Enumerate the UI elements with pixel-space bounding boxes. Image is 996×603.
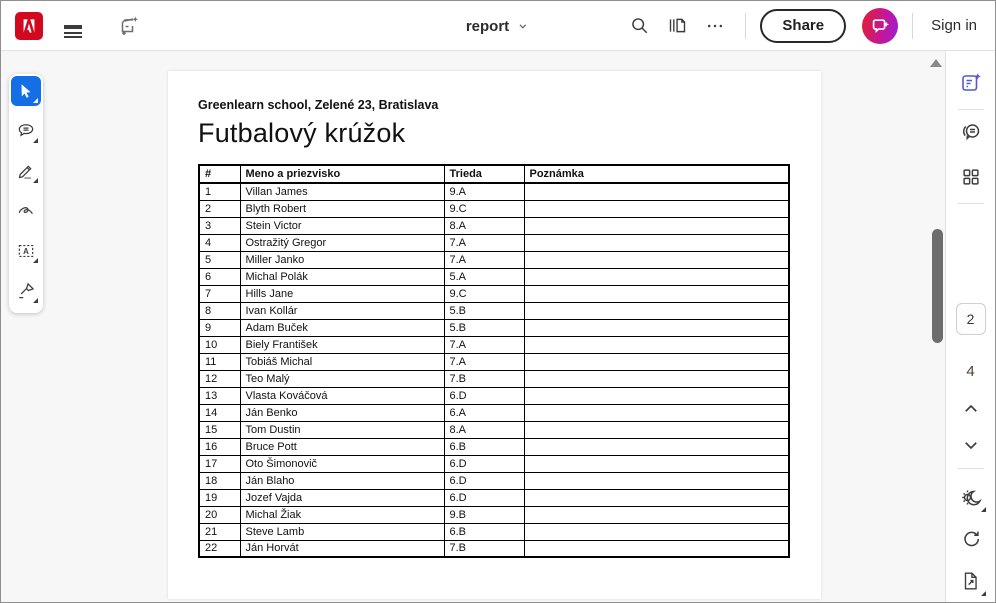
table-row <box>199 268 789 285</box>
divider <box>958 109 984 110</box>
table-cell: Villan James <box>240 183 444 200</box>
table-header-row <box>199 165 789 183</box>
table-cell: 18 <box>199 472 240 489</box>
fill-sign-tool[interactable] <box>11 276 41 306</box>
table-cell: Tobiáš Michal <box>240 353 444 370</box>
table-cell: Vlasta Kováčová <box>240 387 444 404</box>
table-cell: Ivan Kollár <box>240 302 444 319</box>
table-cell: 20 <box>199 506 240 523</box>
pdf-document-title: Futbalový krúžok <box>198 118 406 148</box>
table-cell: Jozef Vajda <box>240 489 444 506</box>
table-cell: 2 <box>199 200 240 217</box>
table-cell <box>524 370 789 387</box>
table-cell: Bruce Pott <box>240 438 444 455</box>
table-cell <box>524 336 789 353</box>
table-cell: 6.B <box>444 438 524 455</box>
table-cell: 6.D <box>444 472 524 489</box>
table-cell: Ján Blaho <box>240 472 444 489</box>
sign-in-button[interactable]: Sign in <box>927 17 981 34</box>
school-address-line: Greenlearn school, Zelené 23, Bratislava <box>198 98 439 112</box>
chevron-down-icon <box>516 19 530 33</box>
table-cell <box>524 268 789 285</box>
rotate-icon[interactable] <box>955 523 987 555</box>
table-cell: 17 <box>199 455 240 472</box>
search-icon[interactable] <box>623 10 655 42</box>
table-cell: 9.C <box>444 285 524 302</box>
table-cell: Teo Malý <box>240 370 444 387</box>
table-row <box>199 489 789 506</box>
table-cell: 7.B <box>444 370 524 387</box>
table-cell: 7.B <box>444 540 524 557</box>
table-row <box>199 285 789 302</box>
comment-tool[interactable] <box>11 116 41 146</box>
table-cell: 6.B <box>444 523 524 540</box>
table-cell: Ján Benko <box>240 404 444 421</box>
table-cell <box>524 489 789 506</box>
table-header-cell: Trieda <box>444 165 524 183</box>
page-view-icon[interactable] <box>661 10 693 42</box>
share-button[interactable]: Share <box>760 9 846 43</box>
table-cell: 6 <box>199 268 240 285</box>
create-tools-icon[interactable] <box>113 10 145 42</box>
table-cell: 11 <box>199 353 240 370</box>
table-cell: Ján Horvát <box>240 540 444 557</box>
dark-mode-icon[interactable] <box>955 481 987 513</box>
table-cell: 5.A <box>444 268 524 285</box>
table-body <box>199 183 789 557</box>
table-cell: 14 <box>199 404 240 421</box>
table-row <box>199 472 789 489</box>
table-cell <box>524 217 789 234</box>
table-cell: Adam Buček <box>240 319 444 336</box>
more-options-icon[interactable] <box>699 10 731 42</box>
page-down-icon[interactable] <box>955 429 987 461</box>
divider <box>958 468 984 469</box>
table-cell: 21 <box>199 523 240 540</box>
table-row <box>199 404 789 421</box>
table-row <box>199 540 789 557</box>
table-cell: 9.A <box>444 183 524 200</box>
table-row <box>199 217 789 234</box>
table-row <box>199 353 789 370</box>
table-cell <box>524 302 789 319</box>
current-page-input[interactable]: 2 <box>956 303 986 335</box>
table-cell: Stein Victor <box>240 217 444 234</box>
table-cell: 7.A <box>444 251 524 268</box>
table-row <box>199 302 789 319</box>
table-cell: Biely František <box>240 336 444 353</box>
table-cell <box>524 421 789 438</box>
left-tool-panel <box>9 74 43 313</box>
table-cell <box>524 523 789 540</box>
table-header-cell: Meno a priezvisko <box>240 165 444 183</box>
table-cell <box>524 472 789 489</box>
select-tool[interactable] <box>11 76 41 106</box>
table-cell: 16 <box>199 438 240 455</box>
table-cell <box>524 404 789 421</box>
table-cell: 7.A <box>444 336 524 353</box>
total-pages-label: 4 <box>966 363 975 380</box>
table-cell <box>524 319 789 336</box>
table-cell: 7 <box>199 285 240 302</box>
table-cell: 4 <box>199 234 240 251</box>
table-cell <box>524 506 789 523</box>
table-cell: 6.A <box>444 404 524 421</box>
table-cell: 15 <box>199 421 240 438</box>
pdf-page <box>168 71 821 599</box>
page-up-icon[interactable] <box>955 393 987 425</box>
table-row <box>199 200 789 217</box>
table-cell <box>524 200 789 217</box>
table-cell: 9.B <box>444 506 524 523</box>
table-cell: 10 <box>199 336 240 353</box>
table-cell <box>524 540 789 557</box>
acrobat-logo-icon <box>15 12 43 40</box>
table-header-cell: Poznámka <box>524 165 789 183</box>
table-cell: 5.B <box>444 302 524 319</box>
divider <box>745 13 746 39</box>
right-rail <box>945 51 995 603</box>
draw-tool[interactable] <box>11 196 41 226</box>
export-page-icon[interactable] <box>955 565 987 597</box>
table-row <box>199 234 789 251</box>
table-cell: 9.C <box>444 200 524 217</box>
table-cell: Ostražitý Gregor <box>240 234 444 251</box>
table-cell <box>524 353 789 370</box>
table-cell: 5.B <box>444 319 524 336</box>
table-cell: Oto Šimonovič <box>240 455 444 472</box>
table-header-cell: # <box>199 165 240 183</box>
table-cell <box>524 455 789 472</box>
table-row <box>199 387 789 404</box>
divider <box>912 13 913 39</box>
table-cell: 6.D <box>444 387 524 404</box>
table-row <box>199 336 789 353</box>
table-row <box>199 506 789 523</box>
table-cell: 7.A <box>444 234 524 251</box>
table-row <box>199 523 789 540</box>
thumbnails-panel-icon[interactable] <box>955 161 987 193</box>
divider <box>958 203 984 204</box>
document-title: report <box>465 17 510 35</box>
table-cell <box>524 387 789 404</box>
ai-assistant-icon[interactable] <box>862 8 898 44</box>
table-row <box>199 421 789 438</box>
table-cell: Hills Jane <box>240 285 444 302</box>
table-row <box>199 370 789 387</box>
roster-table <box>198 164 790 558</box>
table-cell <box>524 183 789 200</box>
document-canvas <box>1 51 945 603</box>
highlight-tool[interactable] <box>11 156 41 186</box>
table-cell: Tom Dustin <box>240 421 444 438</box>
table-cell: 19 <box>199 489 240 506</box>
table-cell: Steve Lamb <box>240 523 444 540</box>
table-cell: 6.D <box>444 455 524 472</box>
table-cell: 3 <box>199 217 240 234</box>
table-cell <box>524 438 789 455</box>
table-cell: 8 <box>199 302 240 319</box>
top-toolbar <box>1 1 995 51</box>
document-title-dropdown[interactable] <box>466 1 530 51</box>
comments-panel-icon[interactable] <box>955 117 987 149</box>
hamburger-menu-icon[interactable] <box>57 10 89 42</box>
table-row <box>199 438 789 455</box>
svg-text:A: A <box>23 247 29 256</box>
table-cell: Miller Janko <box>240 251 444 268</box>
table-cell: Michal Polák <box>240 268 444 285</box>
table-cell: 8.A <box>444 217 524 234</box>
table-cell: 12 <box>199 370 240 387</box>
table-cell <box>524 234 789 251</box>
main-area <box>1 51 995 603</box>
table-cell: 22 <box>199 540 240 557</box>
table-cell: 13 <box>199 387 240 404</box>
table-cell: 7.A <box>444 353 524 370</box>
table-cell: 9 <box>199 319 240 336</box>
table-row <box>199 251 789 268</box>
table-row <box>199 319 789 336</box>
table-row <box>199 455 789 472</box>
table-cell: Blyth Robert <box>240 200 444 217</box>
table-cell <box>524 251 789 268</box>
table-row <box>199 183 789 200</box>
table-cell: Michal Žiak <box>240 506 444 523</box>
table-cell <box>524 285 789 302</box>
scrollbar-thumb[interactable] <box>932 229 943 343</box>
text-box-tool[interactable] <box>11 236 41 266</box>
table-cell: 6.D <box>444 489 524 506</box>
table-cell: 1 <box>199 183 240 200</box>
ai-assistant-panel-icon[interactable] <box>955 67 987 99</box>
table-cell: 5 <box>199 251 240 268</box>
table-cell: 8.A <box>444 421 524 438</box>
scroll-up-arrow[interactable] <box>930 59 942 67</box>
